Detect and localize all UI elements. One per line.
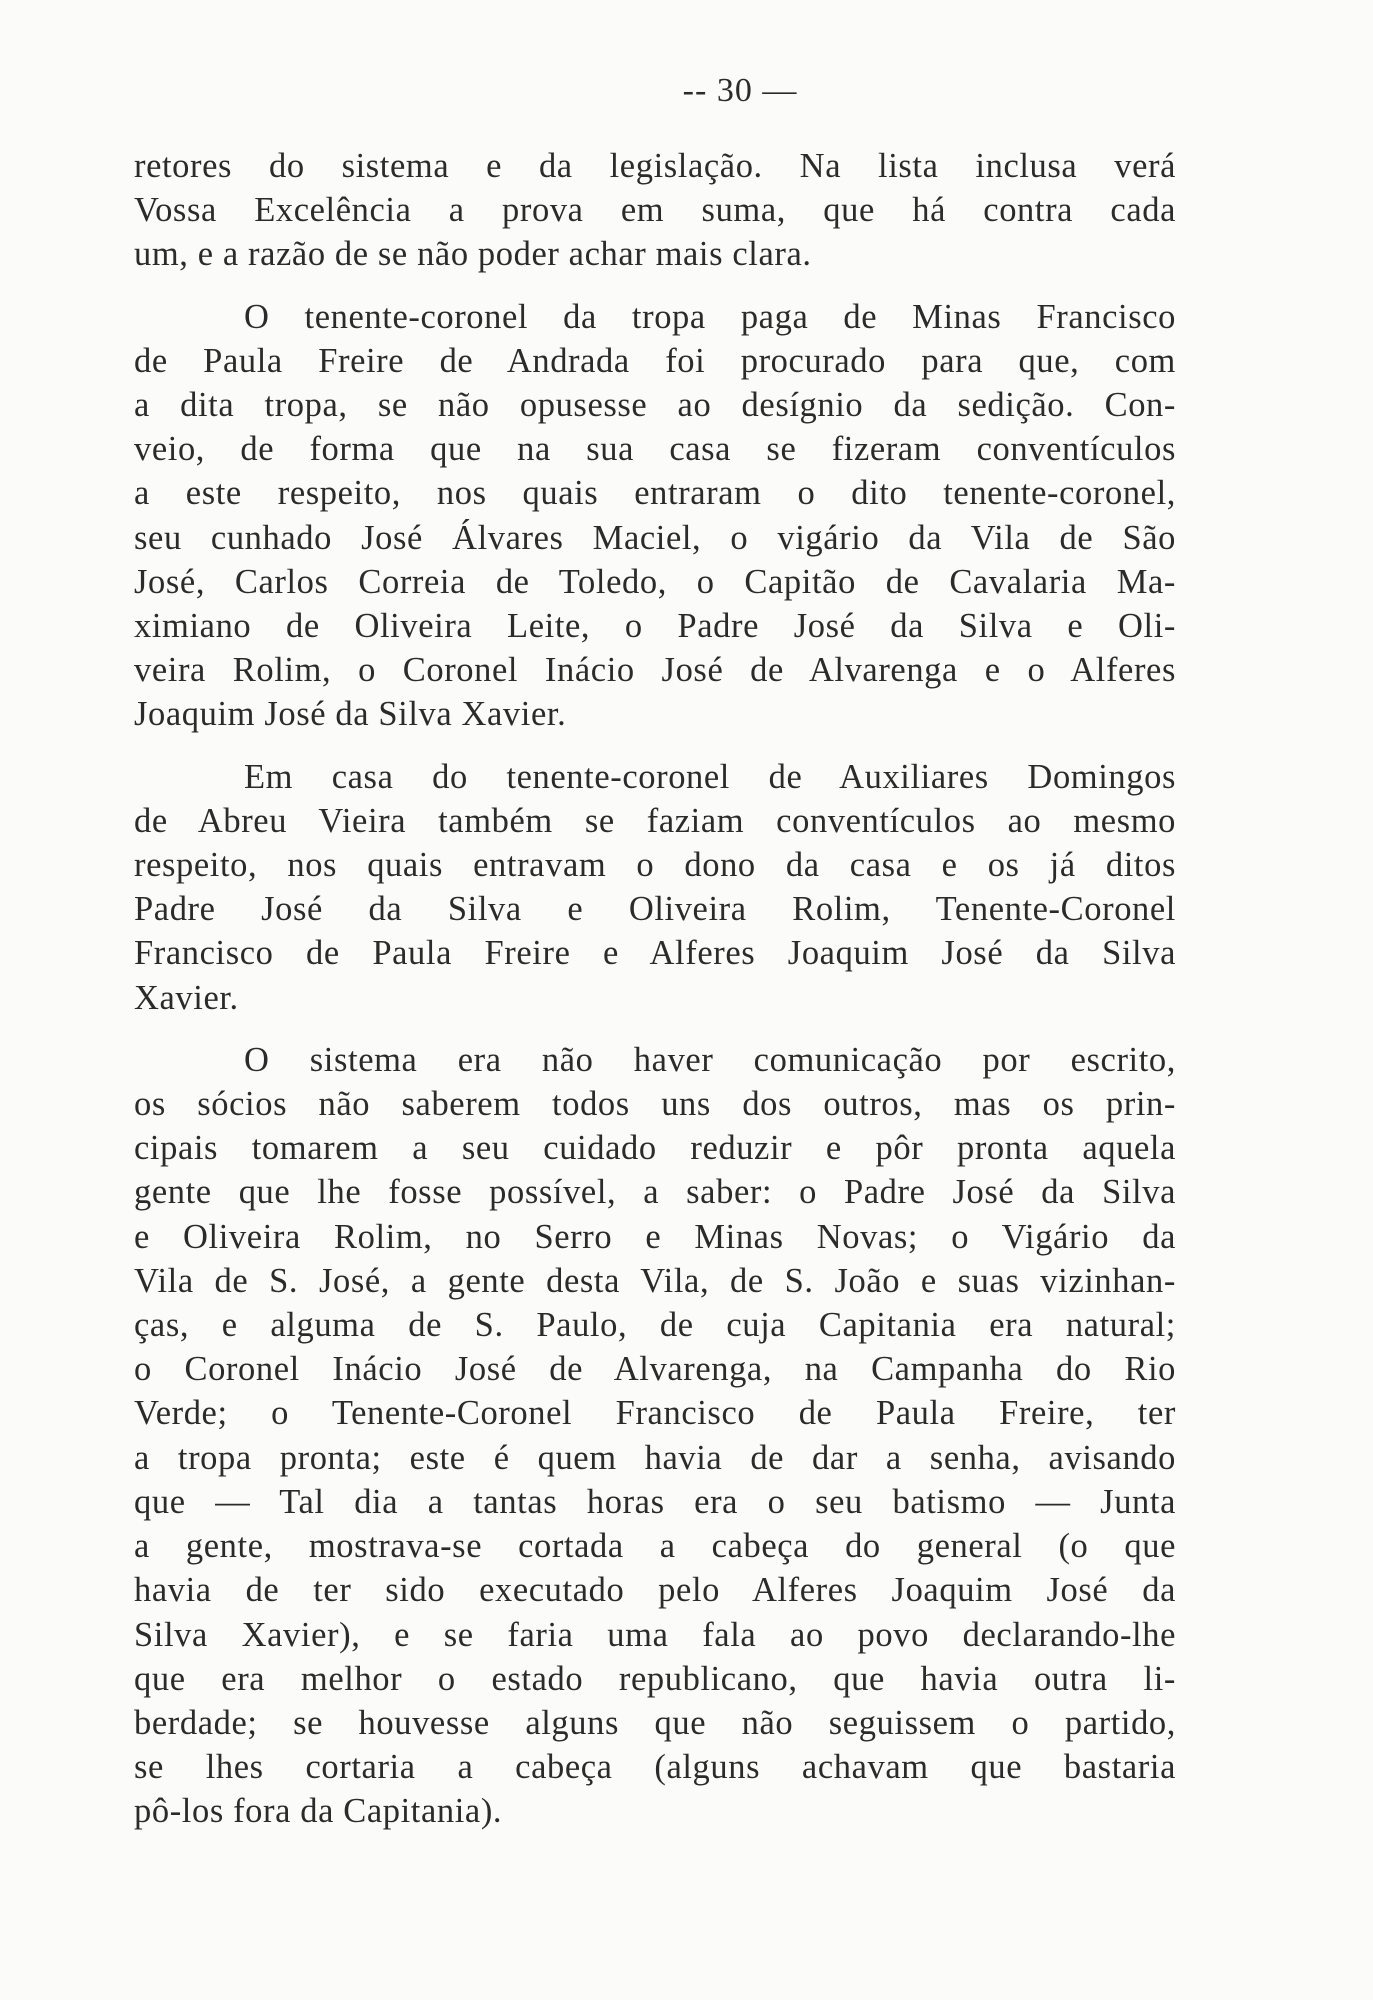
paragraph-gap: [134, 1020, 1176, 1038]
text-line: Em casa do tenente-coronel de Auxiliares Domingos: [244, 757, 1176, 796]
text-line: de Paula Freire de Andrada foi procurado para que, com: [134, 341, 1176, 380]
text-line: gente que lhe fosse possível, a saber: o Padre José da Silva: [134, 1173, 1176, 1212]
text-line: Verde; o Tenente-Coronel Francisco de Paula Freire, ter: [134, 1394, 1176, 1433]
paragraph: [134, 295, 1176, 737]
text-line: O tenente-coronel da tropa paga de Minas Francisco: [244, 297, 1176, 336]
text-line: a este respeito, nos quais entraram o dito tenente-coronel,: [134, 474, 1176, 513]
text-line: havia de ter sido executado pelo Alferes Joaquim José da: [134, 1571, 1176, 1610]
text-line: Joaquim José da Silva Xavier.: [134, 695, 567, 734]
body-text: [134, 144, 1176, 1834]
paragraph: [134, 144, 1176, 277]
text-line: José, Carlos Correia de Toledo, o Capitão de Cavalaria Ma-: [134, 562, 1176, 601]
text-line: o Coronel Inácio José de Alvarenga, na Campanha do Rio: [134, 1350, 1176, 1389]
text-line: a dita tropa, se não opusesse ao desígnio da sedição. Con-: [134, 386, 1176, 425]
document-page: [134, 72, 1176, 1834]
text-line: Xavier.: [134, 978, 239, 1017]
text-line: se lhes cortaria a cabeça (alguns achavam que bastaria: [134, 1748, 1176, 1787]
text-line: a gente, mostrava-se cortada a cabeça do general (o que: [134, 1527, 1176, 1566]
text-line: os sócios não saberem todos uns dos outros, mas os prin-: [134, 1085, 1176, 1124]
text-line: de Abreu Vieira também se faziam conventículos ao mesmo: [134, 801, 1176, 840]
text-line: O sistema era não haver comunicação por escrito,: [244, 1040, 1176, 1079]
text-line: seu cunhado José Álvares Maciel, o vigário da Vila de São: [134, 518, 1176, 557]
text-line: Vila de S. José, a gente desta Vila, de S. João e suas vizinhan-: [134, 1261, 1176, 1300]
paragraph: [134, 1038, 1176, 1834]
paragraph-gap: [134, 737, 1176, 755]
text-line: ximiano de Oliveira Leite, o Padre José da Silva e Oli-: [134, 607, 1176, 646]
page-number: -- 30 —: [682, 72, 798, 109]
text-line: e Oliveira Rolim, no Serro e Minas Novas; o Vigário da: [134, 1217, 1176, 1256]
text-line: berdade; se houvesse alguns que não seguissem o partido,: [134, 1703, 1176, 1742]
text-line: Silva Xavier), e se faria uma fala ao povo declarando-lhe: [134, 1615, 1176, 1654]
text-line: pô-los fora da Capitania).: [134, 1792, 503, 1831]
text-line: Padre José da Silva e Oliveira Rolim, Tenente-Coronel: [134, 890, 1176, 929]
text-line: veira Rolim, o Coronel Inácio José de Alvarenga e o Alferes: [134, 651, 1176, 690]
text-line: veio, de forma que na sua casa se fizeram conventículos: [134, 430, 1176, 469]
text-line: Francisco de Paula Freire e Alferes Joaquim José da Silva: [134, 934, 1176, 973]
text-line: um, e a razão de se não poder achar mais clara.: [134, 235, 812, 274]
paragraph: [134, 755, 1176, 1020]
text-line: que era melhor o estado republicano, que havia outra li-: [134, 1659, 1176, 1698]
text-line: respeito, nos quais entravam o dono da casa e os já ditos: [134, 846, 1176, 885]
text-line: Vossa Excelência a prova em suma, que há contra cada: [134, 191, 1176, 230]
text-line: que — Tal dia a tantas horas era o seu batismo — Junta: [134, 1482, 1176, 1521]
text-line: retores do sistema e da legislação. Na lista inclusa verá: [134, 147, 1176, 185]
paragraph-gap: [134, 277, 1176, 295]
text-line: ças, e alguma de S. Paulo, de cuja Capitania era natural;: [134, 1306, 1176, 1345]
text-line: a tropa pronta; este é quem havia de dar a senha, avisando: [134, 1438, 1176, 1477]
text-line: cipais tomarem a seu cuidado reduzir e pôr pronta aquela: [134, 1129, 1176, 1168]
